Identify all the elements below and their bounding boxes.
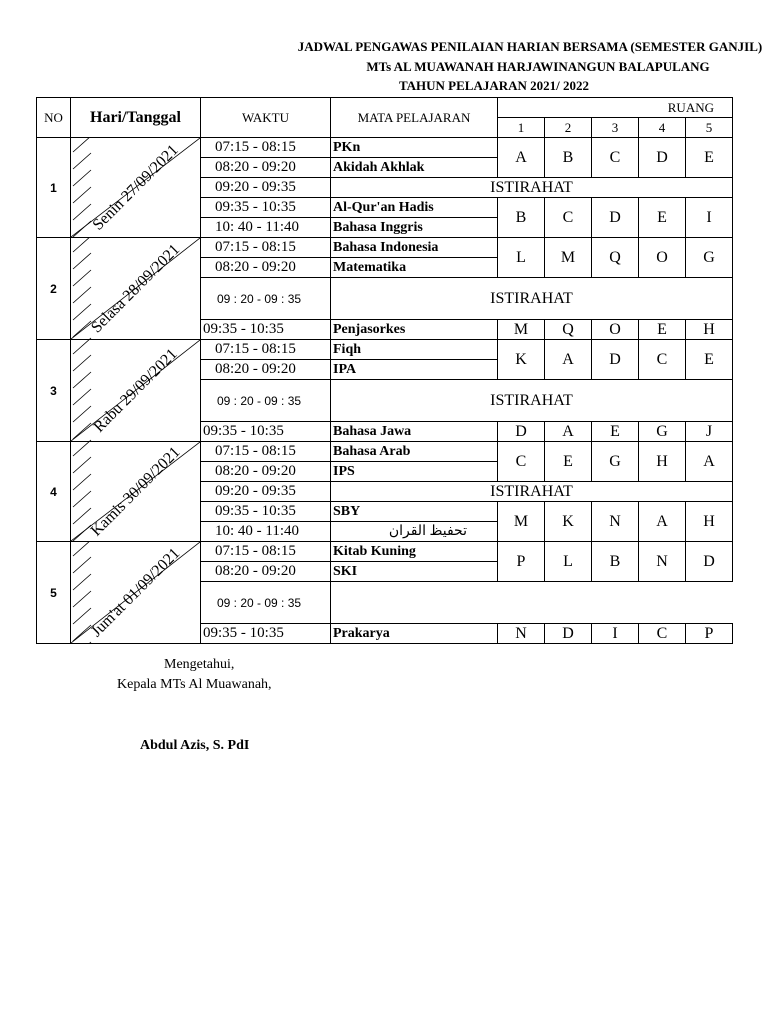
time-cell: 09 : 20 - 09 : 35 [201,278,331,320]
time-cell: 07:15 - 08:15 [201,238,331,258]
room-cell: G [639,422,686,442]
hatch-line [73,557,91,573]
signature-line-2: Kepala MTs Al Muawanah, [117,677,272,692]
time-cell: 08:20 - 09:20 [201,258,331,278]
time-cell: 07:15 - 08:15 [201,442,331,462]
subject-cell: Al-Qur'an Hadis [331,198,498,218]
room-cell: O [639,238,686,278]
hatch-line [73,372,91,388]
subject-cell: Bahasa Jawa [331,422,498,442]
room-cell: M [498,320,545,340]
room-cell: D [592,198,639,238]
time-cell: 09 : 20 - 09 : 35 [201,380,331,422]
hatch-line [73,474,91,490]
time-cell: 09:35 - 10:35 [201,198,331,218]
day-date-cell [71,238,201,340]
time-cell: 09:35 - 10:35 [201,502,331,522]
room-cell: M [498,502,545,542]
room-cell: Q [545,320,592,340]
room-cell: A [545,422,592,442]
room-header: 2 [545,118,592,138]
hatch-line [73,187,91,203]
header-ruang: RUANG [498,98,733,118]
room-cell: D [498,422,545,442]
hatch-line [73,170,91,186]
title-line-3: TAHUN PELAJARAN 2021/ 2022 [398,78,590,93]
room-cell: L [498,238,545,278]
room-cell: D [686,542,733,582]
room-cell: D [545,624,592,644]
subject-cell: Prakarya [331,624,498,644]
time-cell: 09:35 - 10:35 [201,320,331,340]
room-cell: A [498,138,545,178]
time-cell: 09:35 - 10:35 [201,422,331,442]
time-cell: 09:20 - 09:35 [201,482,331,502]
break-cell: ISTIRAHAT [331,278,733,320]
time-cell: 09 : 20 - 09 : 35 [201,582,331,624]
time-cell: 07:15 - 08:15 [201,138,331,158]
room-cell: N [498,624,545,644]
subject-cell: PKn [331,138,498,158]
hatch-line [73,270,91,286]
room-cell: E [686,138,733,178]
hatch-line [73,406,91,422]
subject-cell: Bahasa Inggris [331,218,498,238]
room-cell: I [592,624,639,644]
day-date-label: Kamis 30/09/2021 [87,443,184,540]
room-cell: E [639,198,686,238]
hatch-line [73,642,91,643]
hatch-line [73,542,91,556]
hatch-line [73,574,91,590]
room-cell: C [592,138,639,178]
room-cell: O [592,320,639,340]
hatch-line [73,508,91,524]
header-no: NO [37,98,71,138]
day-date-cell [71,138,201,238]
room-cell: G [592,442,639,482]
subject-cell: IPS [331,462,498,482]
hatch-line [73,238,91,252]
room-cell: B [592,542,639,582]
header-waktu: WAKTU [201,98,331,138]
room-cell: C [498,442,545,482]
room-header: 3 [592,118,639,138]
room-header: 4 [639,118,686,138]
hatch-line [73,287,91,303]
hatch-line [73,423,91,439]
room-cell: A [686,442,733,482]
room-cell: J [686,422,733,442]
room-cell: C [545,198,592,238]
time-cell: 08:20 - 09:20 [201,462,331,482]
day-date-cell [71,340,201,442]
break-cell: ISTIRAHAT [331,482,733,502]
room-cell: B [545,138,592,178]
day-date-cell [71,542,201,644]
hatch-line [73,355,91,371]
day-number: 4 [37,442,71,542]
subject-cell: SKI [331,562,498,582]
day-number: 2 [37,238,71,340]
subject-cell: SBY [331,502,498,522]
break-cell: ISTIRAHAT [331,178,733,198]
hatch-line [73,153,91,169]
room-cell: A [545,340,592,380]
subject-cell: Bahasa Indonesia [331,238,498,258]
room-cell: B [498,198,545,238]
hatch-line [73,253,91,269]
signature-name: Abdul Azis, S. PdI [140,738,250,753]
room-cell: M [545,238,592,278]
room-cell: P [686,624,733,644]
subject-cell: Bahasa Arab [331,442,498,462]
room-cell: C [639,340,686,380]
room-header: 1 [498,118,545,138]
day-date-cell [71,442,201,542]
subject-cell: Kitab Kuning [331,542,498,562]
hatch-line [73,608,91,624]
hatch-line [73,204,91,220]
time-cell: 10: 40 - 11:40 [201,218,331,238]
room-cell: E [592,422,639,442]
room-cell: H [686,502,733,542]
room-cell: C [639,624,686,644]
subject-cell: Matematika [331,258,498,278]
subject-cell: Penjasorkes [331,320,498,340]
room-cell: E [639,320,686,340]
room-cell: I [686,198,733,238]
hatch-line [73,389,91,405]
room-cell: P [498,542,545,582]
hatch-line [73,304,91,320]
header-mata-pelajaran: MATA PELAJARAN [331,98,498,138]
time-cell: 07:15 - 08:15 [201,340,331,360]
day-date-label: Rabu 29/09/2021 [90,345,181,436]
room-cell: H [639,442,686,482]
subject-cell: IPA [331,360,498,380]
day-date-label: Jum'at 01/09/2021 [87,544,183,640]
title-line-2: MTs AL MUAWANAH HARJAWINANGUN BALAPULANG [366,59,710,74]
room-cell: K [498,340,545,380]
time-cell: 08:20 - 09:20 [201,158,331,178]
break-cell: ISTIRAHAT [331,380,733,422]
room-cell: N [639,542,686,582]
hatch-line [73,442,91,456]
day-date-label: Selasa 28/09/2021 [87,240,183,336]
room-cell: L [545,542,592,582]
room-cell: D [592,340,639,380]
time-cell: 09:20 - 09:35 [201,178,331,198]
time-cell: 10: 40 - 11:40 [201,522,331,542]
time-cell: 08:20 - 09:20 [201,360,331,380]
day-date-label: Senin 27/09/2021 [89,141,182,234]
time-cell: 07:15 - 08:15 [201,542,331,562]
time-cell: 08:20 - 09:20 [201,562,331,582]
day-number: 3 [37,340,71,442]
hatch-line [73,138,91,152]
hatch-line [73,591,91,607]
header-hari-tanggal: Hari/Tanggal [71,98,201,138]
hatch-line [73,340,91,354]
break-cell [331,582,733,624]
room-cell: Q [592,238,639,278]
day-number: 5 [37,542,71,644]
schedule-table [36,97,733,644]
room-cell: E [545,442,592,482]
room-cell: N [592,502,639,542]
day-number: 1 [37,138,71,238]
time-cell: 09:35 - 10:35 [201,624,331,644]
subject-cell: Akidah Akhlak [331,158,498,178]
room-cell: K [545,502,592,542]
signature-line-1: Mengetahui, [164,657,235,672]
subject-cell: تحفيظ القران [331,522,498,542]
room-cell: D [639,138,686,178]
subject-cell: Fiqh [331,340,498,360]
room-cell: E [686,340,733,380]
room-cell: H [686,320,733,340]
hatch-line [73,491,91,507]
room-cell: A [639,502,686,542]
title-line-1: JADWAL PENGAWAS PENILAIAN HARIAN BERSAMA (SEMESTER GANJIL) [297,39,763,54]
hatch-line [73,457,91,473]
room-cell: G [686,238,733,278]
room-header: 5 [686,118,733,138]
